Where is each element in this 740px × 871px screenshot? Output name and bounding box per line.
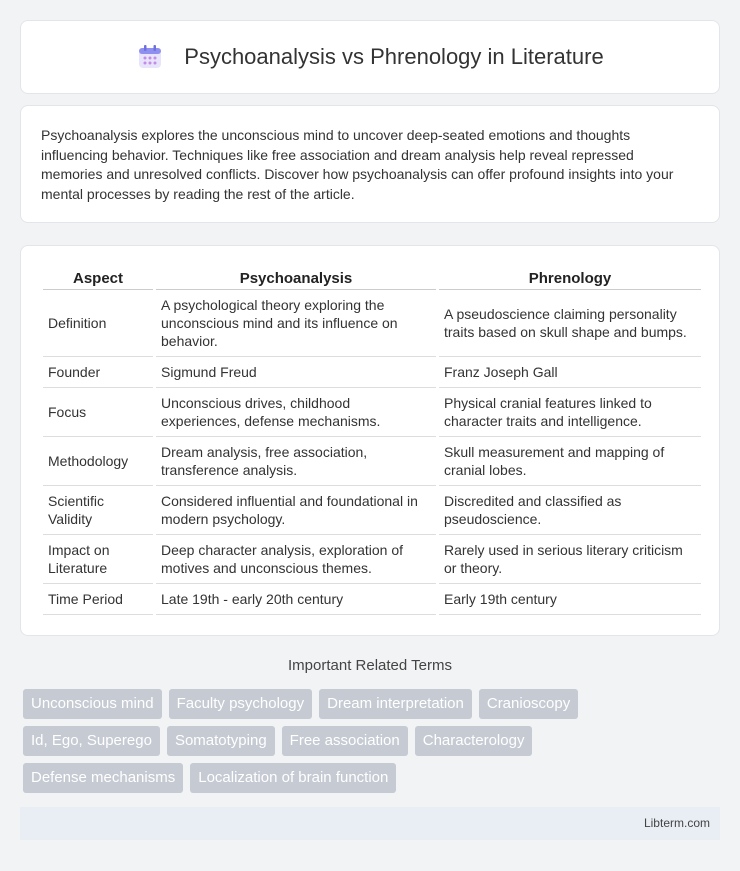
footer-site-link[interactable]: Libterm.com — [643, 816, 710, 830]
row-aspect: Impact on Literature — [43, 535, 153, 584]
row-aspect: Focus — [43, 388, 153, 437]
row-phrenology: A pseudoscience claiming personality traits based on skull shape and bumps. — [439, 290, 701, 357]
table-header-row — [43, 266, 701, 290]
tag-cranioscopy[interactable]: Cranioscopy — [479, 689, 578, 719]
footer — [20, 807, 720, 840]
row-aspect: Scientific Validity — [43, 486, 153, 535]
tag-faculty-psychology[interactable]: Faculty psychology — [169, 689, 313, 719]
tag-row — [23, 689, 723, 719]
tag-somatotyping[interactable]: Somatotyping — [167, 726, 275, 756]
comparison-table — [40, 266, 704, 615]
row-phrenology: Discredited and classified as pseudoscience. — [439, 486, 701, 535]
related-terms — [23, 689, 723, 800]
tag-characterology[interactable]: Characterology — [415, 726, 533, 756]
tag-localization-of-brain-function[interactable]: Localization of brain function — [190, 763, 396, 793]
row-phrenology: Early 19th century — [439, 584, 701, 615]
tag-free-association[interactable]: Free association — [282, 726, 408, 756]
tag-row — [23, 763, 723, 793]
intro-text: Psychoanalysis explores the unconscious mind to uncover deep-seated emotions and thoughts influencing behavior. Techniques like free association and dream analysis help reveal repressed memories and unresolved conflicts. Discover how psychoanalysis can offer profound insights into your mental processes by reading the rest of the article. — [41, 127, 674, 202]
row-psychoanalysis: Unconscious drives, childhood experiences, defense mechanisms. — [156, 388, 436, 437]
tag-row — [23, 726, 723, 756]
intro-card — [20, 105, 720, 223]
row-phrenology: Franz Joseph Gall — [439, 357, 701, 388]
page-title: Psychoanalysis vs Phrenology in Literature — [184, 44, 604, 69]
row-psychoanalysis: Deep character analysis, exploration of motives and unconscious themes. — [156, 535, 436, 584]
table-row — [43, 357, 701, 388]
row-phrenology: Rarely used in serious literary criticism or theory. — [439, 535, 701, 584]
row-psychoanalysis: Dream analysis, free association, transference analysis. — [156, 437, 436, 486]
table-row — [43, 437, 701, 486]
related-terms-title: Important Related Terms — [288, 657, 452, 674]
calendar-icon — [136, 43, 164, 71]
row-psychoanalysis: A psychological theory exploring the unconscious mind and its influence on behavior. — [156, 290, 436, 357]
row-phrenology: Skull measurement and mapping of cranial lobes. — [439, 437, 701, 486]
header-aspect: Aspect — [43, 266, 153, 290]
row-psychoanalysis: Late 19th - early 20th century — [156, 584, 436, 615]
row-psychoanalysis: Sigmund Freud — [156, 357, 436, 388]
row-phrenology: Physical cranial features linked to character traits and intelligence. — [439, 388, 701, 437]
tag-dream-interpretation[interactable]: Dream interpretation — [319, 689, 472, 719]
row-psychoanalysis: Considered influential and foundational in modern psychology. — [156, 486, 436, 535]
table-row — [43, 486, 701, 535]
header-psychoanalysis: Psychoanalysis — [156, 266, 436, 290]
row-aspect: Founder — [43, 357, 153, 388]
header-phrenology: Phrenology — [439, 266, 701, 290]
tag-unconscious-mind[interactable]: Unconscious mind — [23, 689, 162, 719]
comparison-card — [20, 245, 720, 636]
row-aspect: Methodology — [43, 437, 153, 486]
row-aspect: Time Period — [43, 584, 153, 615]
table-row — [43, 535, 701, 584]
table-row — [43, 388, 701, 437]
title-card — [20, 20, 720, 94]
table-row — [43, 584, 701, 615]
table-row — [43, 290, 701, 357]
tag-id-ego-superego[interactable]: Id, Ego, Superego — [23, 726, 160, 756]
row-aspect: Definition — [43, 290, 153, 357]
tag-defense-mechanisms[interactable]: Defense mechanisms — [23, 763, 183, 793]
